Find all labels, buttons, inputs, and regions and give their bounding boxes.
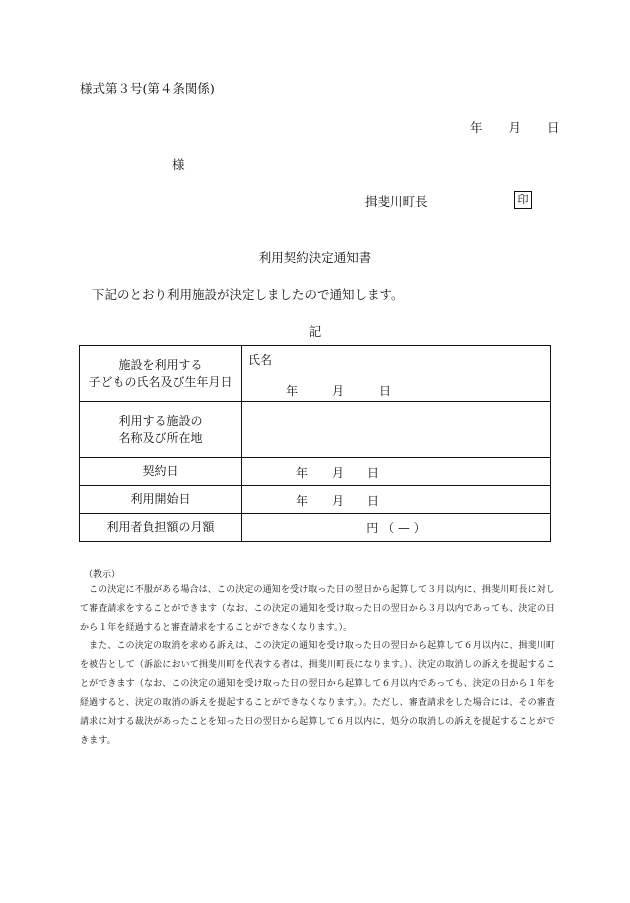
form-number: 様式第３号(第４条関係)	[80, 81, 215, 96]
issuer-name: 揖斐川町長	[365, 194, 428, 209]
birth-month: 月	[332, 384, 345, 398]
contract-date-value	[242, 458, 551, 486]
child-value	[242, 346, 551, 402]
contract-year: 年	[296, 466, 309, 480]
contract-day: 日	[367, 466, 380, 480]
document-title: 利用契約決定通知書	[258, 250, 372, 265]
table-row	[80, 402, 551, 458]
notes-heading: （教示）	[84, 570, 121, 580]
fee-value: 円 （ — ）	[242, 514, 551, 542]
facility-label-line1: 利用する施設の	[118, 414, 203, 429]
ki-heading: 記	[308, 324, 322, 339]
table-row	[80, 346, 551, 402]
info-table	[79, 345, 551, 542]
date-day: 日	[547, 120, 560, 135]
table-row	[80, 486, 551, 514]
name-label: 氏名	[248, 353, 273, 367]
birth-day: 日	[379, 384, 392, 398]
facility-label	[80, 402, 242, 458]
start-date-label: 利用開始日	[80, 486, 242, 514]
start-month: 月	[332, 494, 345, 508]
notes-paragraph-2: また、この決定の取消を求める訴えは、この決定の通知を受け取った日の翌日から起算して６月以内に、揖斐川町を被告として（訴訟において揖斐川町を代表する者は、揖斐川町長になります。）、決定の取消しの訴えを提起することができます（なお、この決定の通知を受け取った日の翌日から起算して６月以内であっても、決定の日から１年を経過すると、決定の取消の訴えを提起することができなくなります。）。ただし、審査請求をした場合には、その審査請求に対する裁決があったことを知った日の翌日から起算して６月以内に、処分の取消しの訴えを提起することができます。	[80, 641, 555, 746]
facility-value	[242, 402, 551, 458]
contract-date-label: 契約日	[80, 458, 242, 486]
issue-date	[470, 118, 560, 136]
seal-mark: 印	[514, 191, 532, 209]
date-year: 年	[470, 120, 483, 135]
table-row	[80, 458, 551, 486]
addressee-suffix: 様	[172, 157, 185, 172]
child-label-line1: 施設を利用する	[118, 358, 203, 373]
birth-year: 年	[286, 384, 299, 398]
start-date-value	[242, 486, 551, 514]
start-day: 日	[367, 494, 380, 508]
fee-label: 利用者負担額の月額	[80, 514, 242, 542]
child-label	[80, 346, 242, 402]
child-label-line2: 子どもの氏名及び生年月日	[88, 374, 233, 389]
contract-month: 月	[332, 466, 345, 480]
table-row	[80, 514, 551, 542]
start-year: 年	[296, 494, 309, 508]
date-month: 月	[508, 120, 522, 135]
intro-text: 下記のとおり利用施設が決定しましたので通知します。	[92, 287, 404, 302]
facility-label-line2: 名称及び所在地	[118, 430, 203, 445]
notes-paragraph-1: この決定に不服がある場合は、この決定の通知を受け取った日の翌日から起算して３月以内に、揖斐川町長に対して審査請求をすることができます（なお、この決定の通知を受け取った日の翌日から３月以内であっても、決定の日から１年を経過すると審査請求をすることができなくなります。）。	[80, 585, 555, 633]
